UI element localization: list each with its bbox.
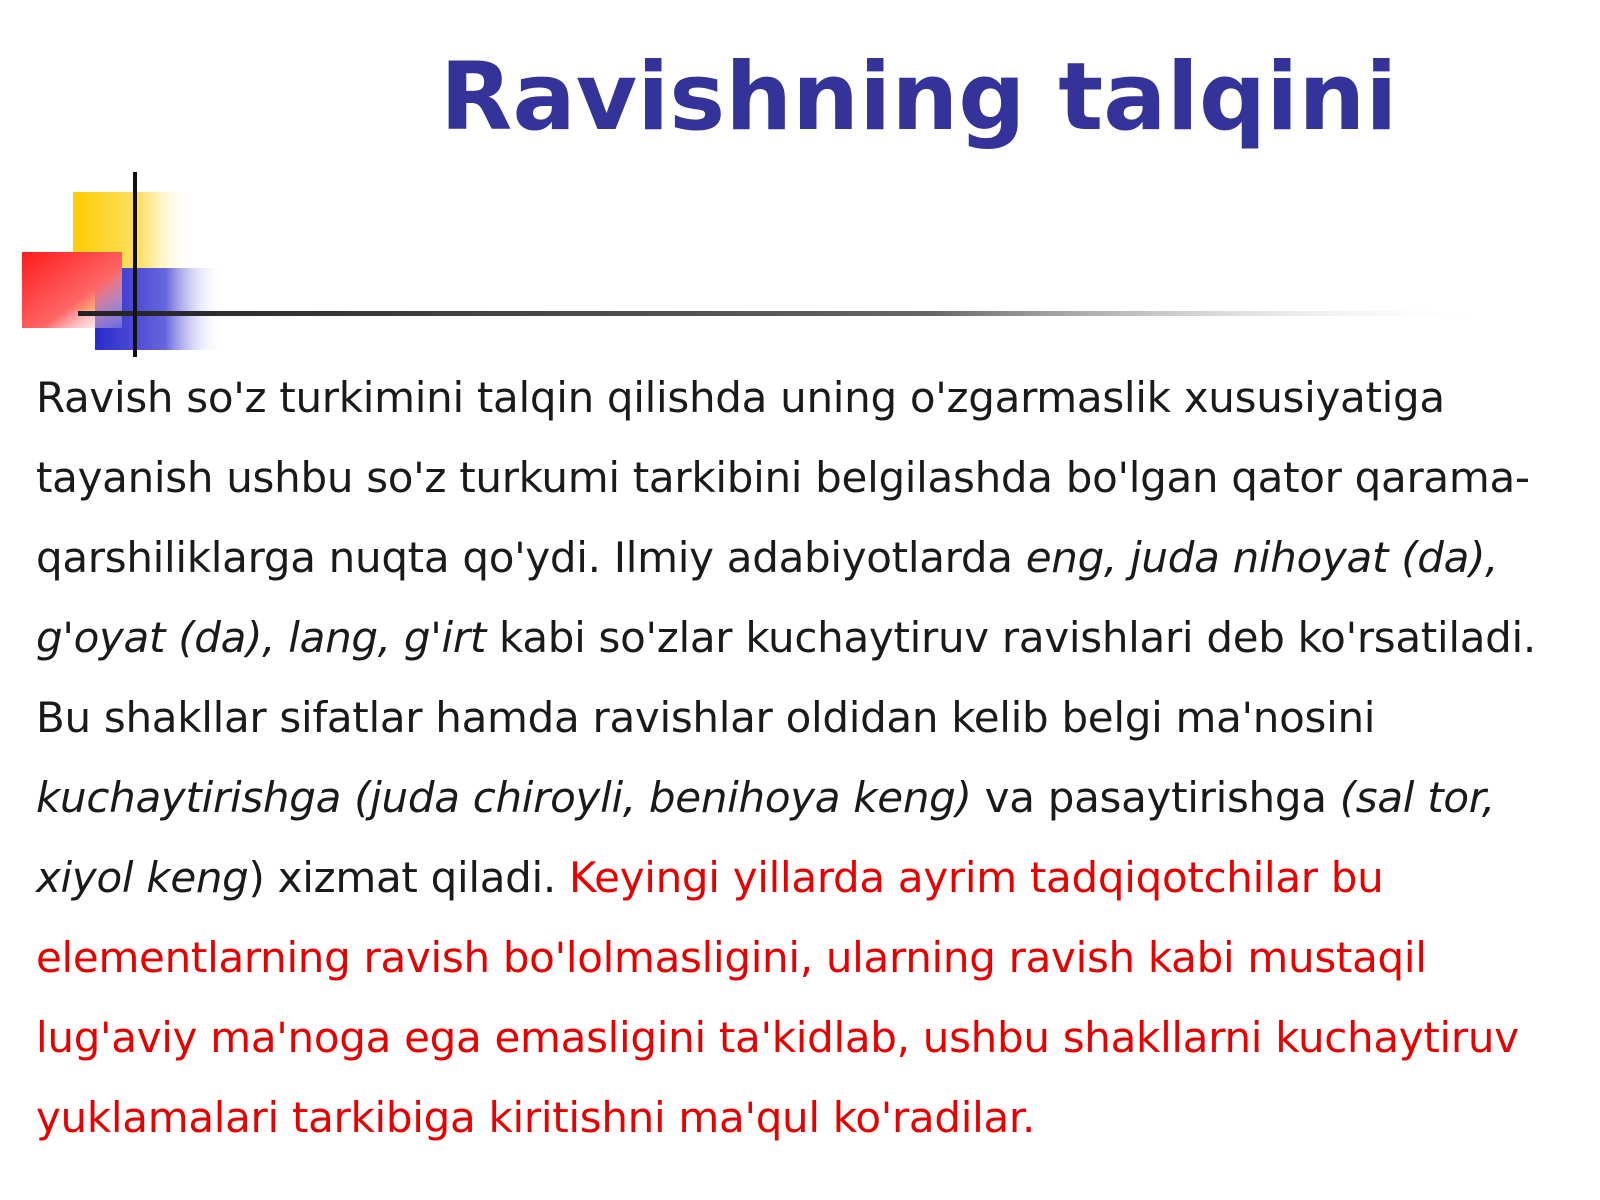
text-segment: Ravish so'z turkimini talqin qilishda uning o'zgarmaslik xususiyatiga tayanish ushbu so'z turkumi tarkibini belgilashda bo'lgan qator qarama-qarshiliklarga nuqta qo'ydi. Ilmiy adabiyotlarda [36, 373, 1530, 582]
italic-examples: eng, juda nihoyat (da), g'oyat (da), lang, g'irt [36, 533, 1499, 662]
rule-line [78, 311, 1500, 316]
text-segment: kabi so'zlar kuchaytiruv ravishlari deb ko'rsatiladi. Bu shakllar sifatlar hamda ravishlar oldidan kelib belgi ma'nosini [36, 613, 1536, 742]
vertical-line [133, 172, 137, 357]
italic-examples: (sal tor, xiyol keng [36, 773, 1495, 902]
deco-yellow-square [73, 192, 195, 310]
italic-examples: kuchaytirishga (juda chiroyli, benihoya keng) [36, 773, 972, 822]
text-segment: ) xizmat qiladi. [248, 853, 569, 902]
text-segment: va pasaytirishga [971, 773, 1340, 822]
slide-title: Ravishning talqini [440, 43, 1398, 152]
deco-red-square [22, 252, 122, 328]
deco-blue-square [95, 268, 223, 350]
highlighted-text: Keyingi yillarda ayrim tadqiqotchilar bu elementlarning ravish bo'lolmasligini, ularning ravish kabi mustaqil lug'aviy ma'noga ega emasligini ta'kidlab, ushbu shakllarni kuchaytiruv yuklamalari tarkibiga kiritishni ma'qul ko'radilar. [36, 853, 1519, 1142]
body-paragraph [36, 358, 1586, 1158]
